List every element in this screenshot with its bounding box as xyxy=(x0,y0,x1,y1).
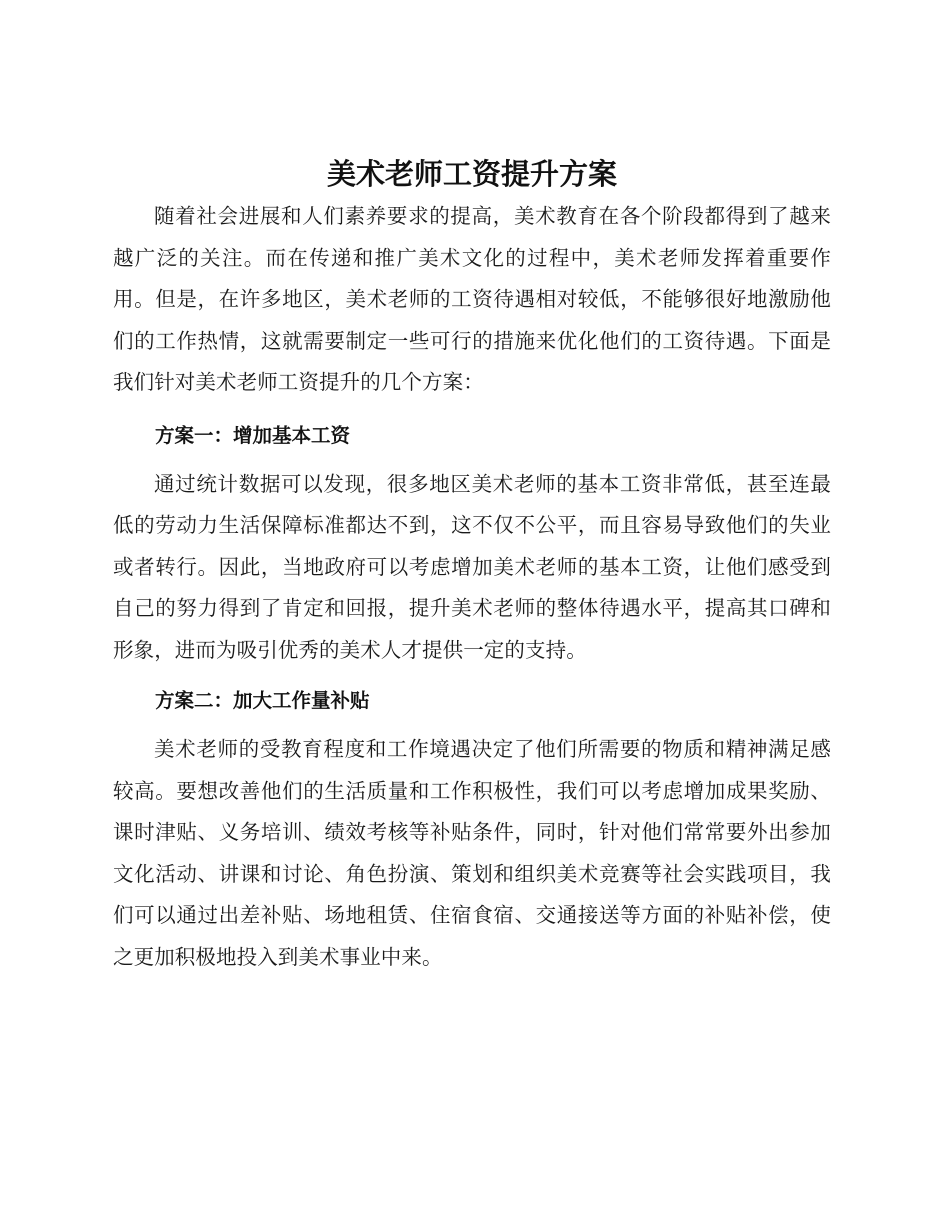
intro-paragraph: 随着社会进展和人们素养要求的提高，美术教育在各个阶段都得到了越来越广泛的关注。而在传递和推广美术文化的过程中，美术老师发挥着重要作用。但是，在许多地区，美术老师的工资待遇相对较低，不能够很好地激励他们的工作热情，这就需要制定一些可行的措施来优化他们的工资待遇。下面是我们针对美术老师工资提升的几个方案： xyxy=(113,204,831,394)
spacer xyxy=(113,449,831,464)
spacer xyxy=(113,714,831,729)
document-title: 美术老师工资提升方案 xyxy=(326,157,617,191)
spacer xyxy=(113,671,831,688)
section-body-2: 美术老师的受教育程度和工作境遇决定了他们所需要的物质和精神满足感较高。要想改善他们的生活质量和工作积极性，我们可以考虑增加成果奖励、课时津贴、义务培训、绩效考核等补贴条件，同时，针对他们常常要外出参加文化活动、讲课和讨论、角色扮演、策划和组织美术竞赛等社会实践项目，我们可以通过出差补贴、场地租赁、住宿食宿、交通接送等方面的补贴补偿，使之更加积极地投入到美术事业中来。 xyxy=(113,737,831,969)
section-body-1: 通过统计数据可以发现，很多地区美术老师的基本工资非常低，甚至连最低的劳动力生活保障标准都达不到，这不仅不公平，而且容易导致他们的失业或者转行。因此，当地政府可以考虑增加美术老师的基本工资，让他们感受到自己的努力得到了肯定和回报，提升美术老师的整体待遇水平，提高其口碑和形象，进而为吸引优秀的美术人才提供一定的支持。 xyxy=(113,471,831,662)
spacer xyxy=(113,404,831,423)
section-heading-2: 方案二：加大工作量补贴 xyxy=(155,689,370,712)
document-body xyxy=(113,152,831,978)
section-heading-1: 方案一：增加基本工资 xyxy=(155,423,351,447)
